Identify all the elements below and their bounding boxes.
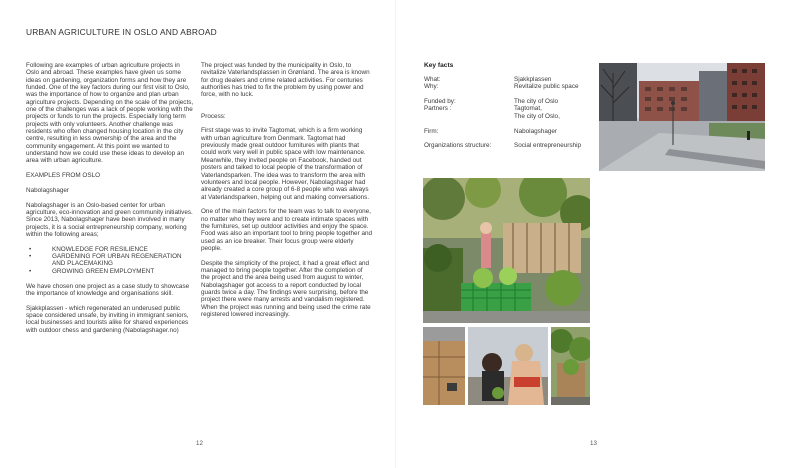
key-facts-heading: Key facts bbox=[424, 62, 454, 69]
key-fact-row bbox=[424, 76, 596, 83]
key-fact-label: Firm: bbox=[424, 127, 439, 135]
list-item: • KNOWLEDGE FOR RESILIENCE bbox=[26, 246, 194, 253]
key-fact-value: The city of Oslo Tagtomat, The city of Oslo, bbox=[514, 98, 560, 120]
page-number-right: 13 bbox=[590, 440, 597, 447]
subheading: Nabolagshager bbox=[26, 186, 70, 194]
photo-garden-planters bbox=[423, 178, 590, 323]
sjakkplassen-paragraph: Sjakkplassen - which regenerated an underused public space considered unsafe, by inviting in immigrant seniors, local businesses and tourists alike for shared experiences with outdoor chess and gardening (Nabolagshager.no) bbox=[26, 304, 189, 334]
photo-city-square bbox=[599, 63, 765, 171]
key-fact-label: What: bbox=[424, 76, 441, 83]
list-item: • GARDENING FOR URBAN REGENERATION AND PLACEMAKING bbox=[26, 253, 194, 268]
focus-areas-list bbox=[26, 246, 194, 275]
key-fact-value: Nabolagshager bbox=[514, 127, 558, 135]
key-fact-row bbox=[424, 128, 596, 135]
photo-people-gardening bbox=[468, 327, 548, 405]
process-heading: Process: bbox=[201, 112, 226, 120]
photo-wooden-planter bbox=[423, 327, 465, 405]
nabolagshager-paragraph: Nabolagshager is an Oslo-based center for urban agriculture, eco-innovation and green community initiatives. Since 2013, Nabolagshager have been involved in many projects, it is a social entrepreneurship company, working within the following areas; bbox=[26, 201, 193, 239]
key-fact-row bbox=[424, 142, 596, 149]
process-paragraph-1: First stage was to invite Tagtomat, which is a firm working with urban agriculture from Denmark. Tagtomat had previously made great outdoor furnitures with plants that could work very well in public space with low maintenance. Meanwhile, they invited people on Facebook, handed out posters and talked to local people of the transformation of Vaterlandsparken. The idea was to transform the area with volunteers and local people. However, Nabolagshager had already created a core group of 6-8 people who was always at Vaterlandsparken, helping out and making conversations. bbox=[201, 127, 370, 201]
key-facts-table bbox=[424, 76, 596, 150]
key-fact-value: Social entrepreneurship bbox=[514, 142, 582, 150]
key-fact-row bbox=[424, 98, 596, 120]
middle-text-column bbox=[201, 62, 373, 326]
process-paragraph-3: Despite the simplicity of the project, it had a great effect and managed to bring people together. After the completion of the project and the area being used from august to winter, Nabolagshager got access to a report conducted by local guards twice a day. The findings were surprising, before the project there were many arrests and vandalism registered. When the project was running and being used the crime rate registered lowered increasingly. bbox=[201, 259, 371, 319]
key-fact-label: Funded by: Partners : bbox=[424, 98, 456, 113]
photo-planter-box bbox=[551, 327, 590, 405]
key-fact-label: Organizations structure: bbox=[424, 142, 492, 150]
key-fact-row bbox=[424, 83, 596, 90]
process-paragraph-2: One of the main factors for the team was to talk to everyone, no matter who they were and to create intimate spaces with the furnitures, set up outdoor activities and enjoy the space. Food was also an important tool to bring people together and used as an ice breaker. Their focus group were elderly people. bbox=[201, 208, 373, 252]
list-item: • GROWING GREEN EMPLOYMENT bbox=[26, 268, 194, 275]
intro-paragraph: Following are examples of urban agriculture projects in Oslo and abroad. These examples have given us some ideas on gardening, organization forms and how they are funded. One of the key factors during our first visit to Oslo, was the importance of how to organize and plan urban agriculture projects. Depending on the scale of the projects, one of the challenges was a lack of people working with the projects or funds to run the projects. Especially long term projects with only volunteers. Another challenge was residents who often changed housing location in the city centre, resulting in less ownership of the area and the community engagement. At this point we wanted to understand how we could use these ideas to develop an area with urban agriculture. bbox=[26, 62, 194, 165]
page-gutter bbox=[395, 0, 396, 468]
case-study-paragraph: We have chosen one project as a case study to showcase the importance of knowledge and organisations skill. bbox=[26, 282, 190, 297]
page-title: URBAN AGRICULTURE IN OSLO AND ABROAD bbox=[26, 27, 217, 37]
key-fact-value: Revitalize public space bbox=[514, 83, 579, 91]
key-fact-label: Why: bbox=[424, 83, 439, 91]
funding-paragraph: The project was funded by the municipality in Oslo, to revitalize Vaterlandsplassen in Grønland. The area is known for drug dealers and crime related activities. For centuries authorities has tried to fix the problem by using power and force, with no luck. bbox=[201, 62, 370, 99]
key-fact-value: Sjakkplassen bbox=[514, 76, 552, 83]
section-heading: EXAMPLES FROM OSLO bbox=[26, 172, 101, 180]
left-text-column bbox=[26, 62, 194, 341]
page-number-left: 12 bbox=[196, 440, 203, 447]
